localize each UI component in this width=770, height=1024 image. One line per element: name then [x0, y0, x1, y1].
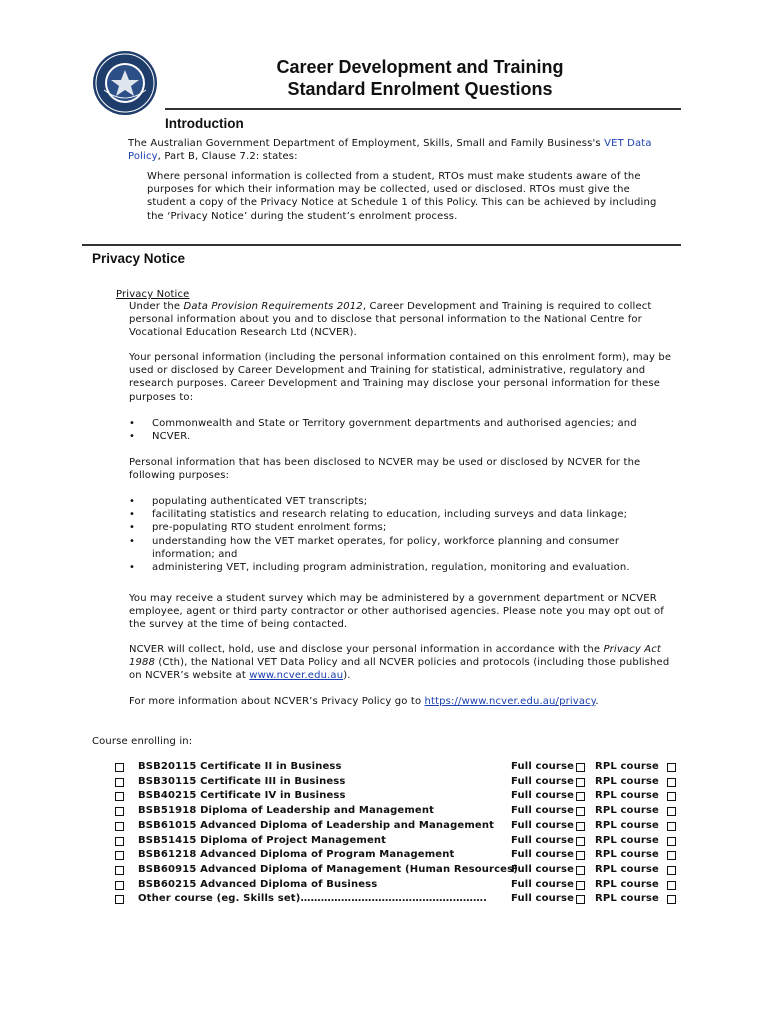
rpl-course-checkbox[interactable]	[667, 851, 676, 860]
table-row	[115, 761, 685, 776]
privacy-paragraph-5: NCVER will collect, hold, use and disclose your personal information in accordance with the Privacy Act 1988 (Cth), the National VET Data Policy and all NCVER policies and protocols (including those published on NCVER’s website at www.ncver.edu.au).	[129, 644, 670, 682]
course-checkbox[interactable]	[115, 881, 124, 890]
full-course-checkbox[interactable]	[576, 866, 585, 875]
rpl-course-label: RPL course	[595, 834, 659, 846]
course-name: BSB20115 Certificate II in Business	[138, 761, 342, 772]
document-title-line2: Standard Enrolment Questions	[287, 79, 553, 99]
course-name: BSB51415 Diploma of Project Management	[138, 834, 387, 846]
full-course-checkbox[interactable]	[576, 851, 585, 860]
full-course-label: Full course	[511, 805, 575, 817]
table-row	[115, 879, 685, 894]
table-row	[115, 849, 685, 864]
introduction-heading: Introduction	[165, 116, 244, 131]
full-course-checkbox[interactable]	[576, 792, 585, 801]
privacy-paragraph-4: You may receive a student survey which may be administered by a government department or NCVER employee, agent or third party contractor or other authorised agencies. Please note you may opt out of the survey at the time of being contacted.	[129, 593, 664, 631]
list-item: • understanding how the VET market operates, for policy, workforce planning and consumer information; and	[129, 535, 674, 561]
rpl-course-checkbox[interactable]	[667, 778, 676, 787]
full-course-checkbox[interactable]	[576, 807, 585, 816]
course-checkbox[interactable]	[115, 778, 124, 787]
table-row	[115, 820, 685, 835]
full-course-label: Full course	[511, 761, 575, 772]
full-course-checkbox[interactable]	[576, 778, 585, 787]
course-checkbox[interactable]	[115, 792, 124, 801]
rpl-course-label: RPL course	[595, 790, 659, 802]
full-course-label: Full course	[511, 819, 575, 831]
full-course-label: Full course	[511, 775, 575, 787]
course-name: BSB60215 Advanced Diploma of Business	[138, 878, 378, 890]
course-name: BSB61218 Advanced Diploma of Program Management	[138, 849, 455, 861]
rpl-course-label: RPL course	[595, 775, 659, 787]
rpl-course-checkbox[interactable]	[667, 807, 676, 816]
privacy-paragraph-6: For more information about NCVER’s Privacy Policy go to https://www.ncver.edu.au/privacy.	[129, 696, 599, 707]
full-course-label: Full course	[511, 863, 575, 875]
privacy-notice-subheading: Privacy Notice	[116, 289, 190, 300]
rpl-course-checkbox[interactable]	[667, 866, 676, 875]
full-course-label: Full course	[511, 893, 575, 905]
course-checkbox[interactable]	[115, 866, 124, 875]
ncver-website-link[interactable]: www.ncver.edu.au	[249, 670, 344, 682]
title-divider	[165, 108, 681, 110]
full-course-label: Full course	[511, 849, 575, 861]
list-item: • NCVER.	[129, 430, 674, 443]
rpl-course-label: RPL course	[595, 878, 659, 890]
table-row	[115, 790, 685, 805]
privacy-notice-heading: Privacy Notice	[92, 251, 186, 266]
course-enrolling-heading: Course enrolling in:	[92, 736, 193, 747]
course-name: BSB40215 Certificate IV in Business	[138, 790, 346, 802]
full-course-checkbox[interactable]	[576, 881, 585, 890]
rpl-course-label: RPL course	[595, 849, 659, 861]
table-row	[115, 835, 685, 850]
full-course-checkbox[interactable]	[576, 895, 585, 904]
introduction-quote: Where personal information is collected from a student, RTOs must make students aware of the purposes for which their information may be collected, used or disclosed. RTOs must give the student a copy of the Privacy Notice at Schedule 1 of this Policy. This can be achieved by including the ‘Privacy Notice’ during the student’s enrolment process.	[147, 171, 657, 222]
rpl-course-label: RPL course	[595, 805, 659, 817]
ncver-purposes-list	[129, 495, 674, 574]
full-course-label: Full course	[511, 834, 575, 846]
table-row	[115, 776, 685, 791]
vet-data-policy-link[interactable]: VET Data Policy	[128, 138, 652, 163]
full-course-label: Full course	[511, 790, 575, 802]
privacy-paragraph-1: Under the Data Provision Requirements 2012, Career Development and Training is required to collect personal information about you and to disclose that personal information to the National Centre for Vocational Education Research Ltd (NCVER).	[129, 301, 652, 339]
full-course-label: Full course	[511, 878, 575, 890]
rpl-course-checkbox[interactable]	[667, 895, 676, 904]
full-course-checkbox[interactable]	[576, 837, 585, 846]
course-name: BSB51918 Diploma of Leadership and Management	[138, 805, 435, 817]
rpl-course-label: RPL course	[595, 893, 659, 905]
document-title-line1: Career Development and Training	[276, 57, 564, 77]
course-checkbox[interactable]	[115, 807, 124, 816]
full-course-checkbox[interactable]	[576, 822, 585, 831]
course-checkbox[interactable]	[115, 895, 124, 904]
table-row	[115, 805, 685, 820]
course-name: BSB30115 Certificate III in Business	[138, 775, 346, 787]
introduction-paragraph: The Australian Government Department of Employment, Skills, Small and Family Business's VET Data Policy, Part B, Clause 7.2: states:	[128, 138, 652, 163]
course-checkbox[interactable]	[115, 837, 124, 846]
course-checkbox[interactable]	[115, 822, 124, 831]
disclosure-recipients-list	[129, 417, 674, 443]
rpl-course-checkbox[interactable]	[667, 822, 676, 831]
course-name: Other course (eg. Skills set)……………………………………………….	[138, 893, 488, 905]
list-item: • populating authenticated VET transcripts;	[129, 495, 674, 508]
rpl-course-label: RPL course	[595, 819, 659, 831]
company-seal-logo	[92, 50, 158, 116]
rpl-course-label: RPL course	[595, 761, 659, 772]
list-item: • facilitating statistics and research relating to education, including surveys and data linkage;	[129, 508, 674, 521]
table-row	[115, 864, 685, 879]
rpl-course-label: RPL course	[595, 863, 659, 875]
course-checkbox[interactable]	[115, 763, 124, 772]
privacy-paragraph-3: Personal information that has been disclosed to NCVER may be used or disclosed by NCVER for the following purposes:	[129, 457, 641, 482]
list-item: • pre-populating RTO student enrolment forms;	[129, 521, 674, 534]
rpl-course-checkbox[interactable]	[667, 837, 676, 846]
list-item: • Commonwealth and State or Territory government departments and authorised agencies; and	[129, 417, 674, 430]
rpl-course-checkbox[interactable]	[667, 792, 676, 801]
list-item: • administering VET, including program administration, regulation, monitoring and evaluation.	[129, 561, 674, 574]
section-divider	[82, 244, 681, 246]
full-course-checkbox[interactable]	[576, 763, 585, 772]
course-checkbox[interactable]	[115, 851, 124, 860]
ncver-privacy-policy-link[interactable]: https://www.ncver.edu.au/privacy	[424, 696, 596, 707]
table-row	[115, 893, 685, 908]
privacy-paragraph-2: Your personal information (including the personal information contained on this enrolment form), may be used or disclosed by Career Development and Training for statistical, administrative, regulatory and research purposes. Career Development and Training may disclose your personal information for these purposes to:	[129, 352, 672, 403]
course-name: BSB61015 Advanced Diploma of Leadership and Management	[138, 819, 495, 831]
rpl-course-checkbox[interactable]	[667, 763, 676, 772]
course-name: BSB60915 Advanced Diploma of Management (Human Resources)	[138, 863, 518, 875]
rpl-course-checkbox[interactable]	[667, 881, 676, 890]
